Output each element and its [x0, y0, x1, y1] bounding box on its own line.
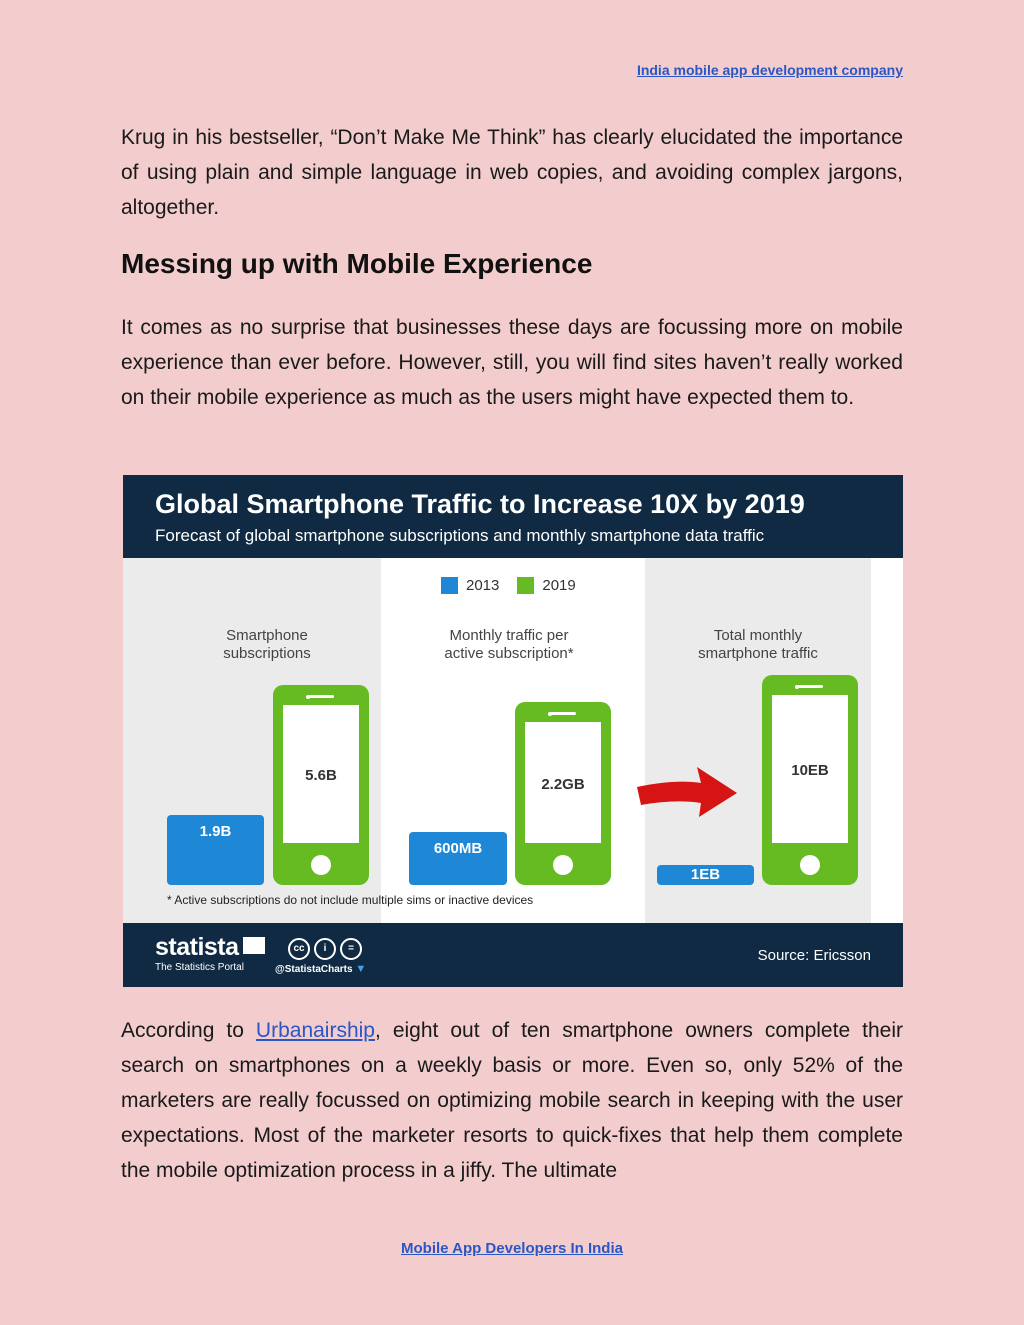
- source-label: Source: Ericsson: [757, 947, 871, 964]
- infographic-header: [123, 475, 903, 558]
- phone-screen: [525, 722, 601, 843]
- phone-home-button: [553, 855, 573, 875]
- red-arrow-icon: [635, 765, 739, 825]
- phone-2019-subscriptions: [273, 685, 369, 885]
- column-title-line: smartphone traffic: [698, 645, 818, 662]
- legend: [441, 577, 576, 594]
- paragraph-text: According to: [121, 1019, 256, 1042]
- brand-name: statista: [155, 933, 239, 961]
- column-title-traffic-per-sub: [409, 627, 609, 663]
- column-title-line: Monthly traffic per: [449, 627, 569, 644]
- attribution-icon: i: [314, 938, 336, 960]
- brand-tagline: The Statistics Portal: [155, 962, 244, 973]
- twitter-bird-icon: ▼: [355, 963, 367, 975]
- value-label: 1EB: [690, 866, 721, 883]
- column-title-line: subscriptions: [223, 645, 311, 662]
- column-title-total-traffic: [658, 627, 858, 663]
- legend-item-2019: [517, 577, 575, 594]
- bar-2013-traffic-per-sub: [409, 832, 507, 885]
- legend-swatch-blue: [441, 577, 458, 594]
- infographic-footnote: * Active subscriptions do not include multiple sims or inactive devices: [167, 893, 534, 907]
- statista-logo: [155, 933, 265, 962]
- cc-icon: cc: [288, 938, 310, 960]
- infographic-footer: [123, 923, 903, 987]
- column-title-line: Smartphone: [226, 627, 308, 644]
- handle-text: @StatistaCharts: [275, 964, 353, 975]
- footer-link[interactable]: Mobile App Developers In India: [401, 1240, 623, 1257]
- column-title-line: Total monthly: [713, 627, 803, 644]
- phone-speaker: [797, 685, 823, 688]
- legend-item-2013: [441, 577, 499, 594]
- phone-screen: [772, 695, 848, 843]
- column-title-line: active subscription*: [444, 645, 574, 662]
- header-link[interactable]: India mobile app development company: [636, 62, 903, 78]
- phone-2019-total-traffic: [762, 675, 858, 885]
- column-title-subscriptions: [167, 627, 367, 663]
- bar-2013-total-traffic: [657, 865, 754, 885]
- infographic: [123, 475, 903, 987]
- value-label: 600MB: [433, 840, 483, 857]
- paragraph-intro: Krug in his bestseller, “Don’t Make Me Think” has clearly elucidated the importance of using plain and simple language in web copies, and avoiding complex jargons, altogether.: [121, 126, 903, 219]
- value-label: 1.9B: [199, 823, 232, 840]
- statista-logo-icon: [243, 937, 265, 954]
- infographic-subtitle: Forecast of global smartphone subscriptions and monthly smartphone data traffic: [155, 526, 765, 545]
- section-heading: Messing up with Mobile Experience: [121, 248, 593, 279]
- phone-speaker: [550, 712, 576, 715]
- urbanairship-link[interactable]: Urbanairship: [255, 1019, 375, 1042]
- legend-label-2019: 2019: [542, 577, 576, 594]
- paragraph-urbanairship: [121, 1013, 903, 1188]
- paragraph-text: , eight out of ten smartphone owners complete their search on smartphones on a weekly basis or more. Even so, only 52% of the marketers are really focussed on optimizing mobile search in keeping with the user expectations. Most of the marketer resorts to quick-fixes that help them complete the mobile optimization process in a jiffy. The ultimate: [121, 1019, 903, 1182]
- legend-swatch-green: [517, 577, 534, 594]
- phone-speaker: [308, 695, 334, 698]
- phone-screen: [283, 705, 359, 843]
- phone-home-button: [311, 855, 331, 875]
- value-label: 10EB: [791, 761, 829, 779]
- value-label: 2.2GB: [541, 776, 585, 794]
- right-panel-edge: [871, 558, 903, 923]
- creative-commons-icons: [288, 938, 362, 960]
- paragraph-mobile: It comes as no surprise that businesses these days are focussing more on mobile experience than ever before. However, still, you will find sites haven’t really worked on their mobile experience as much as the users might have expected them to.: [121, 316, 903, 409]
- value-label: 5.6B: [305, 767, 337, 785]
- social-handle: [275, 963, 366, 975]
- legend-label-2013: 2013: [466, 577, 500, 594]
- bar-2013-subscriptions: [167, 815, 264, 885]
- phone-home-button: [800, 855, 820, 875]
- no-derivatives-icon: =: [340, 938, 362, 960]
- phone-2019-traffic-per-sub: [515, 702, 611, 885]
- infographic-title: Global Smartphone Traffic to Increase 10X by 2019: [155, 489, 805, 519]
